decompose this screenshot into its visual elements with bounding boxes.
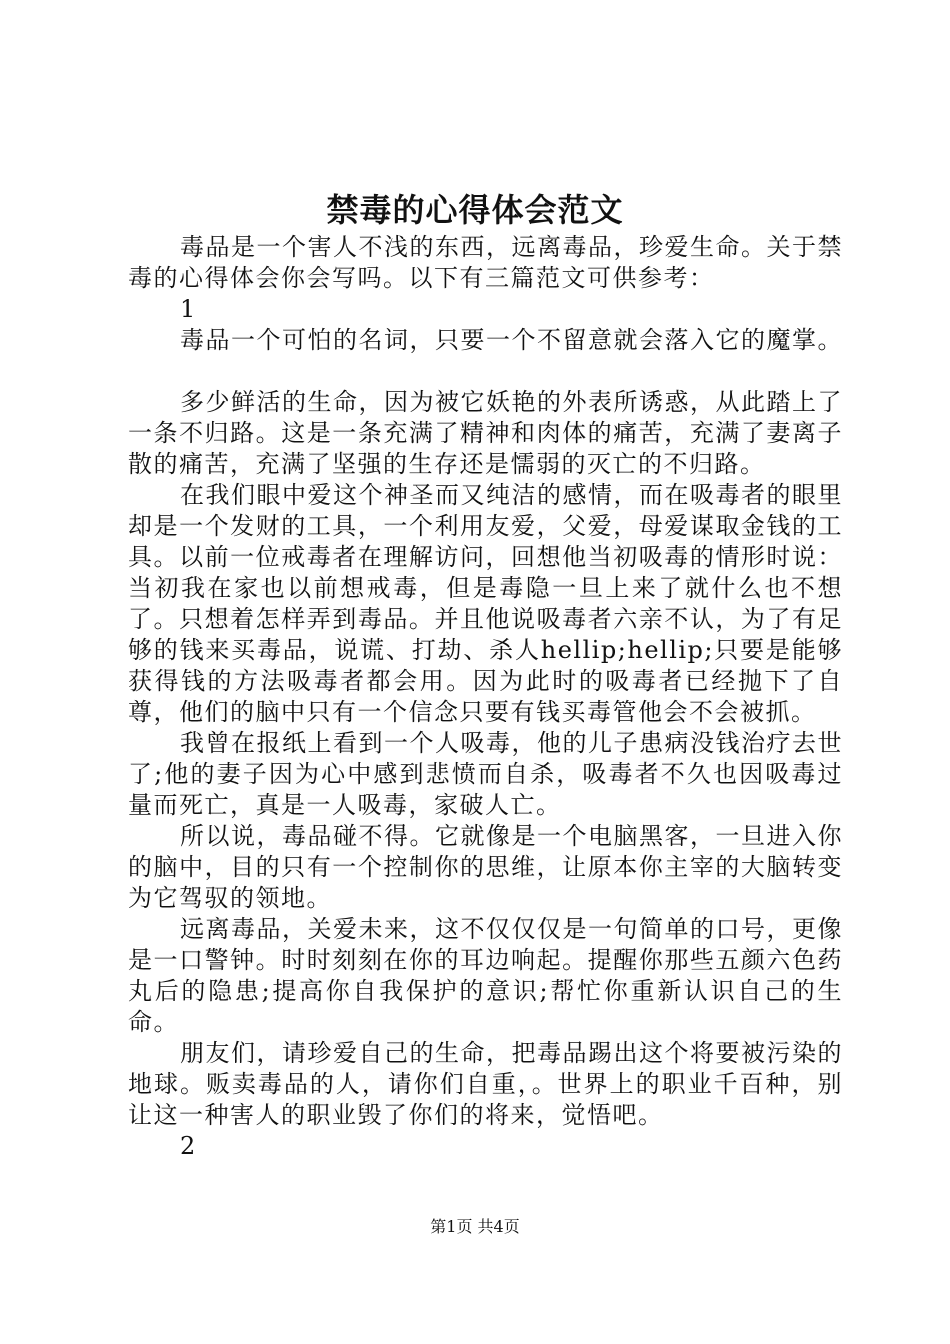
paragraph-intro: 毒品是一个害人不浅的东西，远离毒品，珍爱生命。关于禁毒的心得体会你会写吗。以下有三篇范文可供参考： — [128, 233, 843, 292]
document-body — [128, 232, 843, 1162]
paragraph: 多少鲜活的生命，因为被它妖艳的外表所诱惑，从此踏上了一条不归路。这是一条充满了精神和肉体的痛苦，充满了妻离子散的痛苦，充满了坚强的生存还是懦弱的灭亡的不归路。 — [128, 388, 843, 478]
paragraph: 所以说，毒品碰不得。它就像是一个电脑黑客，一旦进入你的脑中，目的只有一个控制你的思维，让原本你主宰的大脑转变为它驾驭的领地。 — [128, 822, 843, 912]
paragraph: 毒品一个可怕的名词，只要一个不留意就会落入它的魔掌。 — [180, 326, 843, 354]
paragraph: 远离毒品，关爱未来，这不仅仅仅是一句简单的口号，更像是一口警钟。时时刻刻在你的耳边响起。提醒你那些五颜六色药丸后的隐患;提高你自我保护的意识;帮忙你重新认识自己的生命。 — [128, 915, 843, 1036]
paragraph: 朋友们，请珍爱自己的生命，把毒品踢出这个将要被污染的地球。贩卖毒品的人，请你们自重，。世界上的职业千百种，别让这一种害人的职业毁了你们的将来，觉悟吧。 — [128, 1039, 843, 1129]
section-number-2: 2 — [180, 1132, 197, 1160]
document-title: 禁毒的心得体会范文 — [326, 191, 624, 229]
paragraph: 在我们眼中爱这个神圣而又纯洁的感情，而在吸毒者的眼里却是一个发财的工具，一个利用友爱，父爱，母爱谋取金钱的工具。以前一位戒毒者在理解访问，回想他当初吸毒的情形时说：当初我在家也以前想戒毒，但是毒隐一旦上来了就什么也不想了。只想着怎样弄到毒品。并且他说吸毒者六亲不认，为了有足够的钱来买毒品，说谎、打劫、杀人hellip;hellip;只要是能够获得钱的方法吸毒者都会用。因为此时的吸毒者已经抛下了自尊，他们的脑中只有一个信念只要有钱买毒管他会不会被抓。 — [128, 481, 843, 726]
page-footer: 第1页 共4页 — [430, 1217, 520, 1236]
paragraph: 我曾在报纸上看到一个人吸毒，他的儿子患病没钱治疗去世了;他的妻子因为心中感到悲愤而自杀，吸毒者不久也因吸毒过量而死亡，真是一人吸毒，家破人亡。 — [128, 729, 843, 819]
section-number-1: 1 — [180, 295, 197, 323]
blank-line — [128, 356, 843, 387]
